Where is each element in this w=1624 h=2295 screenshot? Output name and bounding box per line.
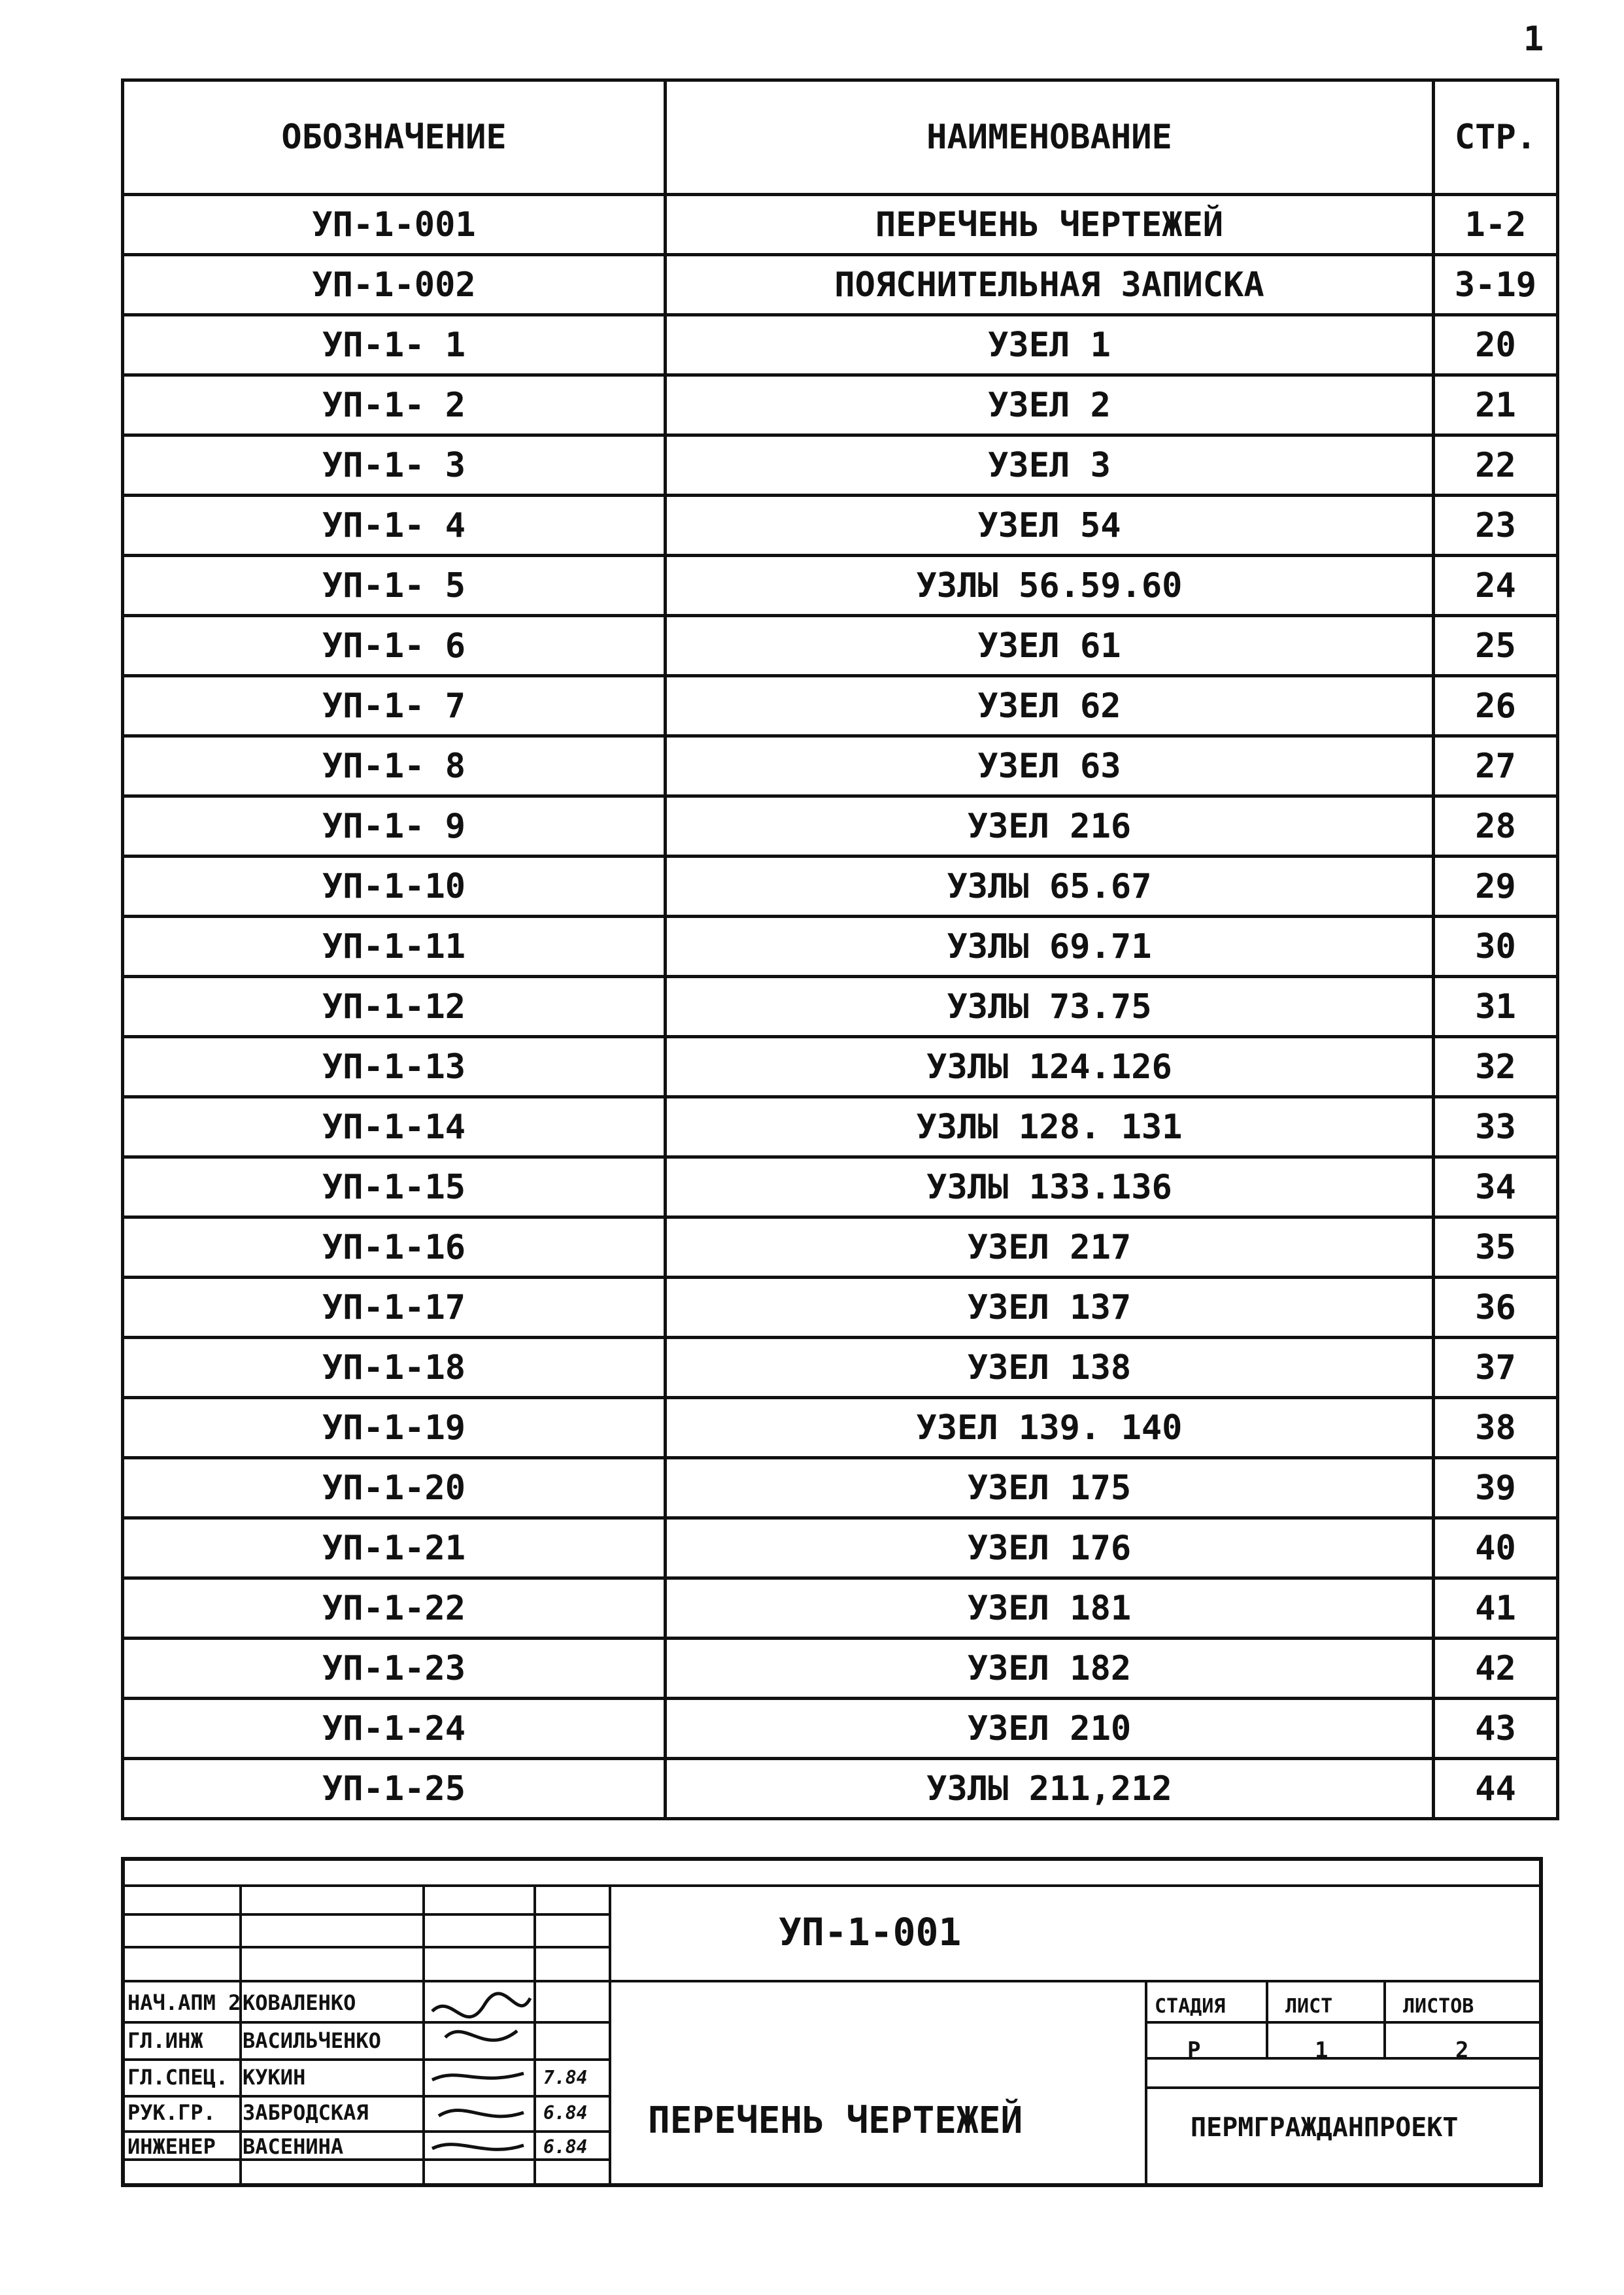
name-cell: УЗЛЫ 69.71 — [666, 917, 1434, 977]
page-cell: 1-2 — [1434, 195, 1558, 255]
designation-cell: УП-1- 6 — [123, 616, 666, 676]
signature-date: 7.84 — [543, 2067, 588, 2088]
designation-cell: УП-1- 5 — [123, 556, 666, 616]
page-cell: 38 — [1434, 1398, 1558, 1458]
table-row — [123, 977, 1558, 1037]
signature-role: ГЛ.ИНЖ — [127, 2028, 203, 2053]
title-block — [121, 1857, 1543, 2187]
signature-name: ВАСИЛЬЧЕНКО — [243, 2028, 381, 2053]
table-row — [123, 496, 1558, 556]
name-cell: УЗЕЛ 176 — [666, 1518, 1434, 1578]
name-cell: УЗЛЫ 211,212 — [666, 1759, 1434, 1819]
name-cell: УЗЕЛ 210 — [666, 1699, 1434, 1759]
designation-cell: УП-1-22 — [123, 1578, 666, 1639]
table-row — [123, 1578, 1558, 1639]
page-cell: 28 — [1434, 796, 1558, 857]
name-cell: УЗЕЛ 138 — [666, 1338, 1434, 1398]
designation-cell: УП-1- 7 — [123, 676, 666, 736]
designation-cell: УП-1- 8 — [123, 736, 666, 796]
designation-cell: УП-1- 1 — [123, 315, 666, 375]
page-cell: 40 — [1434, 1518, 1558, 1578]
sheets-value: 2 — [1455, 2037, 1469, 2064]
designation-cell: УП-1- 2 — [123, 375, 666, 435]
page-cell: 36 — [1434, 1278, 1558, 1338]
designation-cell: УП-1-13 — [123, 1037, 666, 1097]
name-cell: УЗЛЫ 56.59.60 — [666, 556, 1434, 616]
designation-cell: УП-1-002 — [123, 255, 666, 315]
page-cell: 25 — [1434, 616, 1558, 676]
table-row — [123, 796, 1558, 857]
page-cell: 33 — [1434, 1097, 1558, 1157]
name-cell: УЗЕЛ 216 — [666, 796, 1434, 857]
page-cell: 26 — [1434, 676, 1558, 736]
signature-role: ИНЖЕНЕР — [127, 2134, 216, 2159]
table-row — [123, 255, 1558, 315]
name-cell: ПЕРЕЧЕНЬ ЧЕРТЕЖЕЙ — [666, 195, 1434, 255]
designation-cell: УП-1- 3 — [123, 435, 666, 496]
name-cell: УЗЕЛ 217 — [666, 1217, 1434, 1278]
table-row — [123, 1759, 1558, 1819]
designation-cell: УП-1-16 — [123, 1217, 666, 1278]
page-cell: 37 — [1434, 1338, 1558, 1398]
name-cell: УЗЛЫ 124.126 — [666, 1037, 1434, 1097]
designation-cell: УП-1-12 — [123, 977, 666, 1037]
table-row — [123, 1157, 1558, 1217]
name-cell: УЗЛЫ 65.67 — [666, 857, 1434, 917]
page-cell: 43 — [1434, 1699, 1558, 1759]
page-cell: 30 — [1434, 917, 1558, 977]
stage-label: СТАДИЯ — [1155, 1995, 1226, 2018]
name-cell: УЗЕЛ 182 — [666, 1639, 1434, 1699]
table-row — [123, 1518, 1558, 1578]
signature-role: ГЛ.СПЕЦ. — [127, 2065, 229, 2090]
page-cell: 23 — [1434, 496, 1558, 556]
name-cell: УЗЕЛ 63 — [666, 736, 1434, 796]
designation-cell: УП-1-23 — [123, 1639, 666, 1699]
page-cell: 3-19 — [1434, 255, 1558, 315]
signature-date: 6.84 — [543, 2102, 588, 2124]
document-code: УП-1-001 — [779, 1910, 962, 1954]
signature-date: 6.84 — [543, 2136, 588, 2158]
sheet-title: ПЕРЕЧЕНЬ ЧЕРТЕЖЕЙ — [648, 2100, 1023, 2142]
table-row — [123, 1639, 1558, 1699]
page-cell: 22 — [1434, 435, 1558, 496]
signature-role: НАЧ.АПМ 2 — [127, 1990, 241, 2015]
table-row — [123, 195, 1558, 255]
table-row — [123, 736, 1558, 796]
name-cell: УЗЕЛ 54 — [666, 496, 1434, 556]
page-cell: 35 — [1434, 1217, 1558, 1278]
designation-cell: УП-1- 4 — [123, 496, 666, 556]
header-name: НАИМЕНОВАНИЕ — [666, 80, 1434, 195]
signature-name: ВАСЕНИНА — [243, 2134, 344, 2159]
page-cell: 44 — [1434, 1759, 1558, 1819]
name-cell: УЗЛЫ 128. 131 — [666, 1097, 1434, 1157]
table-row — [123, 676, 1558, 736]
name-cell: УЗЕЛ 61 — [666, 616, 1434, 676]
page-cell: 24 — [1434, 556, 1558, 616]
name-cell: УЗЕЛ 175 — [666, 1458, 1434, 1518]
designation-cell: УП-1-17 — [123, 1278, 666, 1338]
page-cell: 20 — [1434, 315, 1558, 375]
signature-name: ЗАБРОДСКАЯ — [243, 2100, 369, 2125]
designation-cell: УП-1-18 — [123, 1338, 666, 1398]
designation-cell: УП-1-19 — [123, 1398, 666, 1458]
table-row — [123, 857, 1558, 917]
name-cell: УЗЕЛ 139. 140 — [666, 1398, 1434, 1458]
designation-cell: УП-1-20 — [123, 1458, 666, 1518]
table-row — [123, 1217, 1558, 1278]
name-cell: УЗЕЛ 2 — [666, 375, 1434, 435]
header-designation: ОБОЗНАЧЕНИЕ — [123, 80, 666, 195]
table-row — [123, 1398, 1558, 1458]
table-row — [123, 616, 1558, 676]
table-row — [123, 315, 1558, 375]
name-cell: УЗЕЛ 181 — [666, 1578, 1434, 1639]
page-cell: 31 — [1434, 977, 1558, 1037]
page-cell: 21 — [1434, 375, 1558, 435]
designation-cell: УП-1-21 — [123, 1518, 666, 1578]
table-row — [123, 917, 1558, 977]
table-row — [123, 375, 1558, 435]
table-header-row — [123, 80, 1558, 195]
signature-name: КУКИН — [243, 2065, 306, 2090]
page-cell: 27 — [1434, 736, 1558, 796]
designation-cell: УП-1-001 — [123, 195, 666, 255]
page-cell: 41 — [1434, 1578, 1558, 1639]
table-row — [123, 1458, 1558, 1518]
table-row — [123, 1037, 1558, 1097]
header-page: СТР. — [1434, 80, 1558, 195]
drawings-list-table — [121, 78, 1559, 1820]
table-row — [123, 1278, 1558, 1338]
signature-role: РУК.ГР. — [127, 2100, 216, 2125]
sheet-number: 1 — [1523, 20, 1544, 59]
table-row — [123, 1097, 1558, 1157]
page-cell: 34 — [1434, 1157, 1558, 1217]
designation-cell: УП-1-15 — [123, 1157, 666, 1217]
sheet-value: 1 — [1315, 2037, 1328, 2064]
stage-value: Р — [1187, 2037, 1201, 2064]
designation-cell: УП-1-10 — [123, 857, 666, 917]
name-cell: УЗЕЛ 1 — [666, 315, 1434, 375]
designation-cell: УП-1- 9 — [123, 796, 666, 857]
name-cell: УЗЕЛ 62 — [666, 676, 1434, 736]
signature-name: КОВАЛЕНКО — [243, 1990, 356, 2015]
page-cell: 39 — [1434, 1458, 1558, 1518]
table-row — [123, 1699, 1558, 1759]
handwritten-signature-icon — [426, 1985, 537, 2064]
name-cell: ПОЯСНИТЕЛЬНАЯ ЗАПИСКА — [666, 255, 1434, 315]
handwritten-signature-icon — [426, 2060, 537, 2165]
designation-cell: УП-1-24 — [123, 1699, 666, 1759]
designation-cell: УП-1-11 — [123, 917, 666, 977]
name-cell: УЗЕЛ 3 — [666, 435, 1434, 496]
organization-name: ПЕРМГРАЖДАНПРОЕКТ — [1191, 2113, 1459, 2143]
designation-cell: УП-1-14 — [123, 1097, 666, 1157]
page-cell: 29 — [1434, 857, 1558, 917]
table-row — [123, 1338, 1558, 1398]
designation-cell: УП-1-25 — [123, 1759, 666, 1819]
table-row — [123, 435, 1558, 496]
table-row — [123, 556, 1558, 616]
name-cell: УЗЛЫ 73.75 — [666, 977, 1434, 1037]
name-cell: УЗЛЫ 133.136 — [666, 1157, 1434, 1217]
sheet-label: ЛИСТ — [1285, 1995, 1333, 2018]
page-cell: 32 — [1434, 1037, 1558, 1097]
sheets-label: ЛИСТОВ — [1403, 1995, 1474, 2018]
name-cell: УЗЕЛ 137 — [666, 1278, 1434, 1338]
page-cell: 42 — [1434, 1639, 1558, 1699]
